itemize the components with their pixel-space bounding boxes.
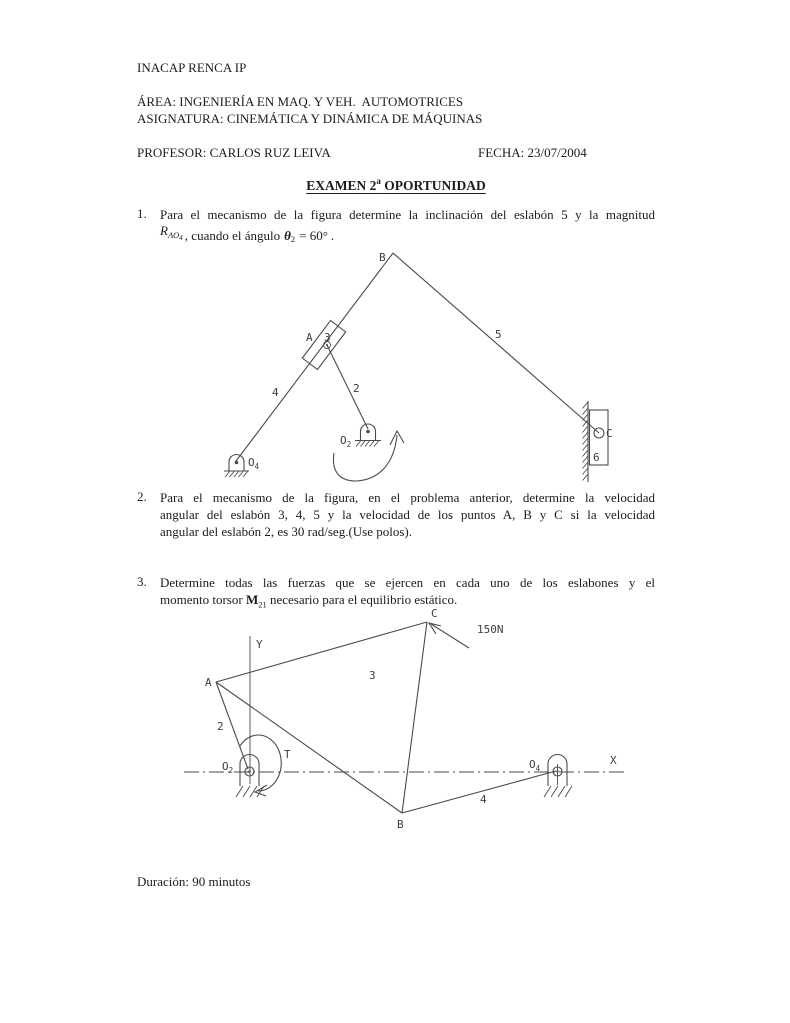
force-arrow-shaft: [431, 624, 469, 648]
pivot-O2-subscript: 2: [228, 766, 234, 775]
force-arrow-head: [429, 623, 441, 634]
question-1-number: 1.: [137, 206, 147, 221]
math-period: .: [330, 228, 335, 243]
point-C-label: C: [431, 607, 438, 620]
hatch-stroke: [583, 438, 589, 445]
figure2-labels: [205, 607, 617, 831]
hatch-stroke: [583, 456, 589, 463]
ground-pivot-O2-fig1: [355, 424, 381, 446]
block-6-label: 6: [593, 451, 600, 464]
link-4-label: 4: [480, 793, 487, 806]
link3-edge-AC: [216, 622, 427, 682]
hatch-stroke: [370, 441, 375, 447]
question-2: [137, 489, 655, 540]
math-mid-text: , cuando el ángulo: [184, 228, 281, 243]
question-2-line3: angular del eslabón 2, es 30 rad/seg.(Use polos).: [160, 524, 412, 539]
area-line: ÁREA: INGENIERÍA EN MAQ. Y VEH. AUTOMOTRICES: [137, 94, 464, 109]
hatch-stroke: [583, 444, 589, 451]
figure1-labels: [248, 251, 613, 471]
hatch-stroke: [230, 472, 235, 478]
math-theta: θ: [284, 228, 291, 243]
point-C-label: C: [606, 427, 613, 440]
figure1-links: [236, 253, 599, 461]
hatch-stroke: [243, 472, 248, 478]
math-theta-subscript: 2: [290, 234, 296, 244]
question-2-number: 2.: [137, 489, 147, 504]
hatch-stroke: [583, 414, 589, 421]
point-A-label: A: [306, 331, 313, 344]
point-A-label: A: [205, 676, 212, 689]
pivot-O2-label: [340, 434, 351, 449]
title-post: OPORTUNIDAD: [380, 178, 486, 193]
figure2-axes: [184, 636, 628, 784]
hatch-stroke: [365, 441, 370, 447]
figure2-links: [216, 622, 556, 813]
figure-2-mechanism: [0, 598, 790, 850]
ground-hatching: [236, 786, 264, 797]
title-superscript: a: [376, 176, 381, 186]
question-3-line1: Determine todas las fuerzas que se ejercen en cada uno de los eslabones y el: [160, 575, 655, 590]
question-2-line2: angular del eslabón 3, 4, 5 y la velocidad de los puntos A, B y C si la velocidad: [160, 507, 655, 522]
date-label: FECHA: 23/07/2004: [478, 145, 587, 160]
hatch-stroke: [225, 472, 230, 478]
subject-line: ASIGNATURA: CINEMÁTICA Y DINÁMICA DE MÁQUINAS: [137, 111, 483, 126]
pivot-O4-subscript: 4: [254, 462, 260, 471]
pivot-pin-dot: [248, 770, 250, 772]
hatch-stroke: [583, 432, 589, 439]
hatch-stroke: [551, 786, 558, 797]
point-B-label: B: [397, 818, 404, 831]
pivot-pin-dot: [366, 430, 370, 434]
hatch-stroke: [356, 441, 361, 447]
title-pre: EXAMEN 2: [306, 178, 377, 193]
hatch-stroke: [583, 462, 589, 469]
question-1-text: Para el mecanismo de la figura determine la inclinación del eslabón 5 y la magnitud: [160, 207, 655, 222]
wall-hatching: [583, 402, 589, 481]
pivot-O4-letter: O: [248, 456, 255, 469]
hatch-stroke: [565, 786, 572, 797]
exam-title: [137, 176, 655, 195]
question-1: [137, 206, 655, 223]
link3-edge-AB: [216, 682, 402, 813]
point-B-label: B: [379, 251, 386, 264]
figure-1-mechanism: [0, 244, 790, 490]
math-R-subscript: AO: [167, 230, 180, 240]
question-1-equation: [160, 223, 335, 244]
duration-line: Duración: 90 minutos: [137, 874, 251, 889]
pivot-O2-letter: O: [340, 434, 347, 447]
hatch-stroke: [558, 786, 565, 797]
ground-pivot-O4-fig2: [544, 755, 572, 798]
hatch-stroke: [374, 441, 379, 447]
hatch-stroke: [234, 472, 239, 478]
force-150N-label: 150N: [477, 623, 504, 636]
pivot-O4-letter: O: [529, 758, 536, 771]
ground-hatching: [544, 786, 572, 797]
link3-edge-BC: [402, 622, 427, 813]
force-150N-arrow: [429, 623, 469, 648]
torque-label: T: [284, 748, 291, 761]
hatch-stroke: [544, 786, 551, 797]
pivot-pin-dot: [235, 461, 239, 465]
ground-hatching: [225, 472, 248, 478]
pivot-pin-dot: [556, 770, 558, 772]
pin-A-dot: [326, 344, 328, 346]
link4-line: [402, 771, 556, 813]
y-axis-label: Y: [256, 638, 263, 651]
pivot-body: [240, 755, 259, 787]
pivot-O2-label: [222, 760, 233, 775]
pivot-O4-label: [529, 758, 541, 773]
link-3-label: 3: [324, 331, 331, 344]
pivot-O2-subscript: 2: [346, 440, 352, 449]
moment-symbol: M: [245, 592, 259, 607]
question-3-line2-pre: momento torsor: [160, 592, 246, 607]
exam-title-text: [306, 178, 486, 193]
hatch-stroke: [583, 402, 589, 409]
pivot-O2-letter: O: [222, 760, 229, 773]
institution-line: INACAP RENCA IP: [137, 60, 247, 75]
hatch-stroke: [583, 450, 589, 457]
hatch-stroke: [583, 408, 589, 415]
link2-line: [327, 345, 368, 429]
pivot-O4-label: [248, 456, 260, 471]
hatch-stroke: [236, 786, 243, 797]
link4-line: [236, 253, 393, 461]
question-2-line1: Para el mecanismo de la figura, en el problema anterior, determine la velocidad: [160, 490, 655, 505]
question-3-line2-post: necesario para el equilibrio estático.: [266, 592, 458, 607]
hatch-stroke: [243, 786, 250, 797]
hatch-stroke: [583, 426, 589, 433]
question-3-number: 3.: [137, 574, 147, 589]
link5-line: [393, 253, 599, 433]
professor-label: PROFESOR: CARLOS RUZ LEIVA: [137, 145, 331, 160]
ground-pivot-O4-fig1: [224, 455, 249, 477]
link-2-label: 2: [217, 720, 224, 733]
link-4-label: 4: [272, 386, 279, 399]
hatch-stroke: [583, 474, 589, 481]
pivot-O4-subscript: 4: [535, 764, 541, 773]
link-5-label: 5: [495, 328, 502, 341]
hatch-stroke: [583, 468, 589, 475]
math-R-subsubscript: 4: [179, 234, 183, 242]
moment-subscript: 21: [258, 599, 267, 610]
hatch-stroke: [239, 472, 244, 478]
wall-and-slider-6: [583, 401, 609, 482]
link-2-label: 2: [353, 382, 360, 395]
math-R: R: [160, 223, 168, 238]
link-3-label: 3: [369, 669, 376, 682]
math-equals-value: = 60°: [299, 228, 328, 243]
ground-hatching: [356, 441, 379, 447]
x-axis-label: X: [610, 754, 617, 767]
hatch-stroke: [361, 441, 366, 447]
